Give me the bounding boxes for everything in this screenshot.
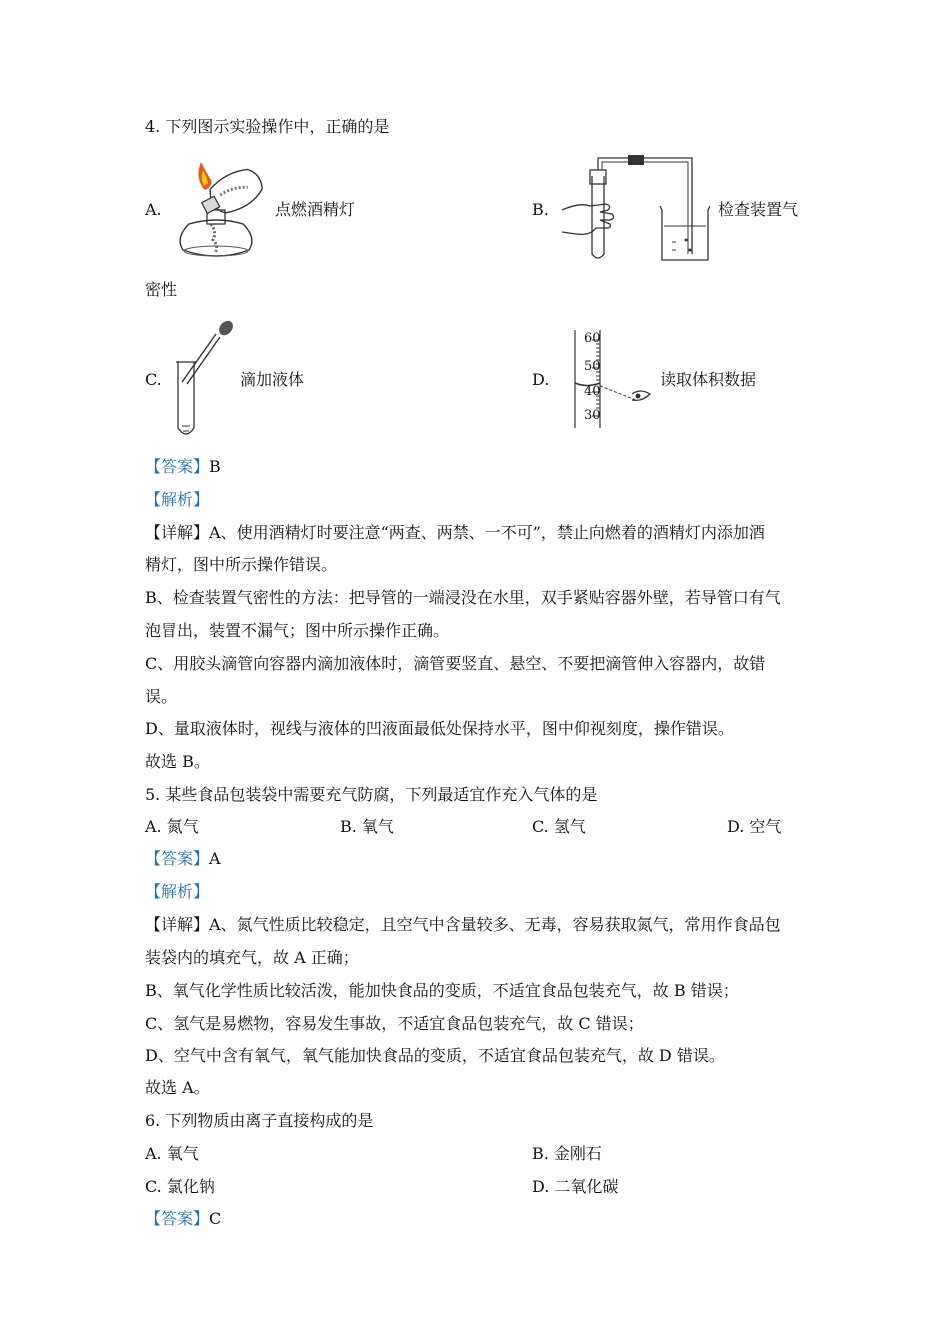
q4-option-a-letter: A. (145, 200, 162, 219)
cylinder-tick-60: 60 (584, 331, 601, 346)
detail-tag: 【详解】 (145, 523, 210, 542)
q4-detail-line-3: B、检查装置气密性的方法：把导管的一端浸没在水里，双手紧贴容器外壁，若导管口有气 (145, 588, 781, 607)
q5-option-c: C. 氢气 (532, 817, 586, 836)
q4-detail-line-2: 精灯，图中所示操作错误。 (145, 555, 338, 574)
q5-stem: 5. 某些食品包装袋中需要充气防腐，下列最适宜作充入气体的是 (145, 785, 598, 804)
q6-stem: 6. 下列物质由离子直接构成的是 (145, 1111, 374, 1130)
q4-option-b-text: 检查装置气 (718, 200, 799, 219)
q5-detail-line-1 (145, 915, 781, 935)
q6-option-c: C. 氯化钠 (145, 1177, 215, 1196)
q4-detail-line-5: C、用胶头滴管向容器内滴加液体时，滴管要竖直、悬空、不要把滴管伸入容器内，故错 (145, 654, 766, 673)
q4-detail-line-4: 泡冒出，装置不漏气；图中所示操作正确。 (145, 621, 450, 640)
q5-option-a: A. 氮气 (145, 817, 199, 836)
airtightness-check-figure (560, 150, 710, 265)
cylinder-tick-50: 50 (584, 359, 601, 374)
q5-analysis-tag: 【解析】 (145, 882, 210, 901)
answer-tag: 【答案】 (145, 457, 210, 476)
q5-detail-line-3: B、氧气化学性质比较活泼，能加快食品的变质，不适宜食品包装充气，故 B 错误； (145, 981, 739, 1000)
q4-detail-line-1 (145, 523, 765, 543)
cylinder-tick-40: 40 (584, 384, 601, 399)
q6-answer (145, 1209, 221, 1229)
q4-option-c-letter: C. (145, 370, 162, 389)
q5-option-b: B. 氧气 (340, 817, 394, 836)
detail-tag: 【详解】 (145, 915, 210, 934)
q5-detail-line-5: D、空气中含有氧气，氧气能加快食品的变质，不适宜食品包装充气，故 D 错误。 (145, 1046, 725, 1065)
q5-conclusion: 故选 A。 (145, 1078, 210, 1097)
q6-option-d: D. 二氧化碳 (532, 1177, 619, 1196)
q4-conclusion: 故选 B。 (145, 752, 210, 771)
q4-stem: 4. 下列图示实验操作中，正确的是 (145, 117, 390, 136)
alcohol-lamp-figure (165, 158, 270, 263)
q6-option-b: B. 金刚石 (532, 1144, 602, 1163)
q4-answer (145, 457, 221, 477)
q4-option-b-letter: B. (532, 200, 549, 219)
answer-value: A (209, 849, 221, 868)
q5-detail-line-2: 装袋内的填充气，故 A 正确； (145, 948, 359, 967)
answer-tag: 【答案】 (145, 849, 210, 868)
dropper-test-tube-figure (170, 318, 240, 440)
detail-text: A、使用酒精灯时要注意“两查、两禁、一不可”，禁止向燃着的酒精灯内添加酒 (209, 523, 765, 542)
q5-detail-line-4: C、氢气是易燃物，容易发生事故，不适宜食品包装充气，故 C 错误； (145, 1014, 644, 1033)
detail-text: A、氮气性质比较稳定，且空气中含量较多、无毒，容易获取氮气，常用作食品包 (209, 915, 781, 934)
cylinder-tick-30: 30 (584, 408, 601, 423)
answer-tag: 【答案】 (145, 1209, 210, 1228)
q4-detail-line-7: D、量取液体时，视线与液体的凹液面最低处保持水平，图中仰视刻度，操作错误。 (145, 719, 734, 738)
q4-detail-line-6: 误。 (145, 687, 178, 706)
q5-answer (145, 849, 221, 869)
q4-option-d-text: 读取体积数据 (660, 370, 757, 389)
q4-option-a-text: 点燃酒精灯 (275, 200, 356, 219)
q5-option-d: D. 空气 (727, 817, 782, 836)
q4-option-c-text: 滴加液体 (240, 370, 305, 389)
q4-option-d-letter: D. (532, 370, 550, 389)
answer-value: B (209, 457, 221, 476)
q4-option-b-text-cont: 密性 (145, 280, 178, 299)
q4-analysis-tag: 【解析】 (145, 490, 210, 509)
q6-option-a: A. 氧气 (145, 1144, 199, 1163)
answer-value: C (209, 1209, 222, 1228)
